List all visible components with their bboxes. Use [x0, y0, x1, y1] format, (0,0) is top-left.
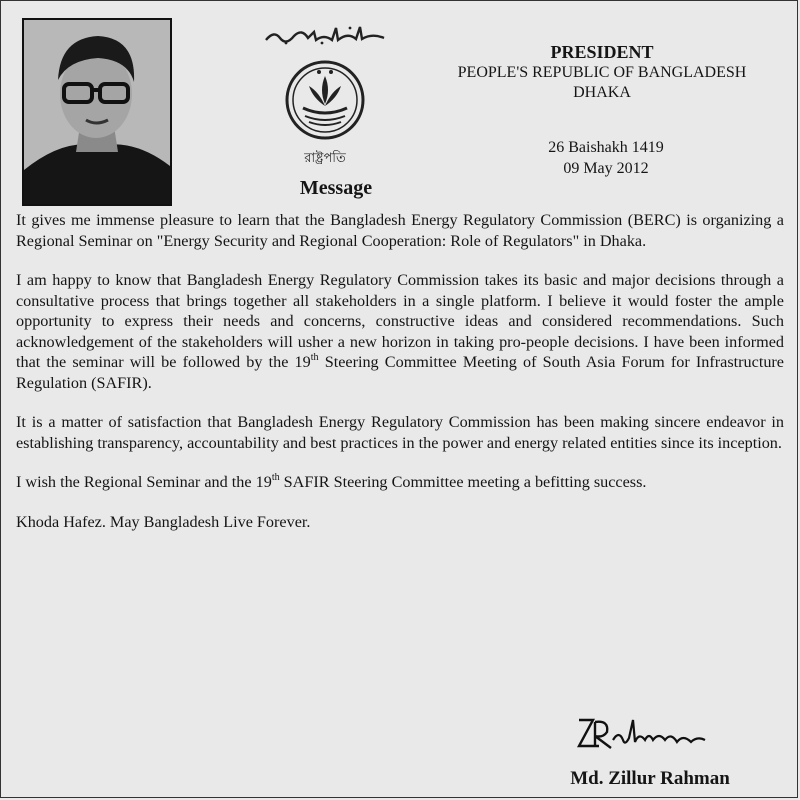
paragraph-1: It gives me immense pleasure to learn that the Bangladesh Energy Regulatory Commission (BERC) is organizing a Regional Seminar on "Energy Security and Regional Cooperation: Role of Regulators" in Dhaka. — [16, 211, 784, 250]
office-country: PEOPLE'S REPUBLIC OF BANGLADESH — [457, 64, 747, 81]
emblem-caption: রাষ্ট্রপতি — [304, 151, 346, 166]
paragraph-4: I wish the Regional Seminar and the 19th SAFIR Steering Committee meeting a befitting success. — [16, 472, 647, 491]
signer-name: Md. Zillur Rahman — [570, 768, 730, 789]
office-title: PRESIDENT — [550, 42, 654, 62]
president-portrait — [22, 18, 172, 206]
paragraph-2: I am happy to know that Bangladesh Energy Regulatory Commission takes its basic and major decisions through a consultative process that brings together all stakeholders in a single platform. I believe it would foster the ample opportunity to express their needs and concerns, constructive ideas and considered recommendations. Such acknowledgement of the stakeholders will usher a new horizon in taking pro-people decisions. I have been informed that the seminar will be followed by the 19th Steering Committee Meeting of South Asia Forum for Infrastructure Regulation (SAFIR). — [16, 271, 784, 392]
closing-line: Khoda Hafez. May Bangladesh Live Forever. — [16, 512, 311, 531]
date-gregorian: 09 May 2012 — [563, 160, 649, 177]
office-city: DHAKA — [573, 84, 631, 101]
bismillah-calligraphy — [262, 24, 388, 46]
message-body — [16, 210, 784, 551]
office-header — [432, 42, 772, 103]
date-bengali: 26 Baishakh 1419 — [548, 139, 664, 156]
bangladesh-emblem — [279, 60, 371, 170]
message-dates — [500, 137, 712, 179]
message-heading: Message — [299, 177, 373, 199]
signature — [573, 712, 723, 756]
paragraph-3: It is a matter of satisfaction that Bangladesh Energy Regulatory Commission has been making sincere endeavor in establishing transparency, accountability and best practices in the power and energy related entities since its inception. — [16, 413, 784, 452]
